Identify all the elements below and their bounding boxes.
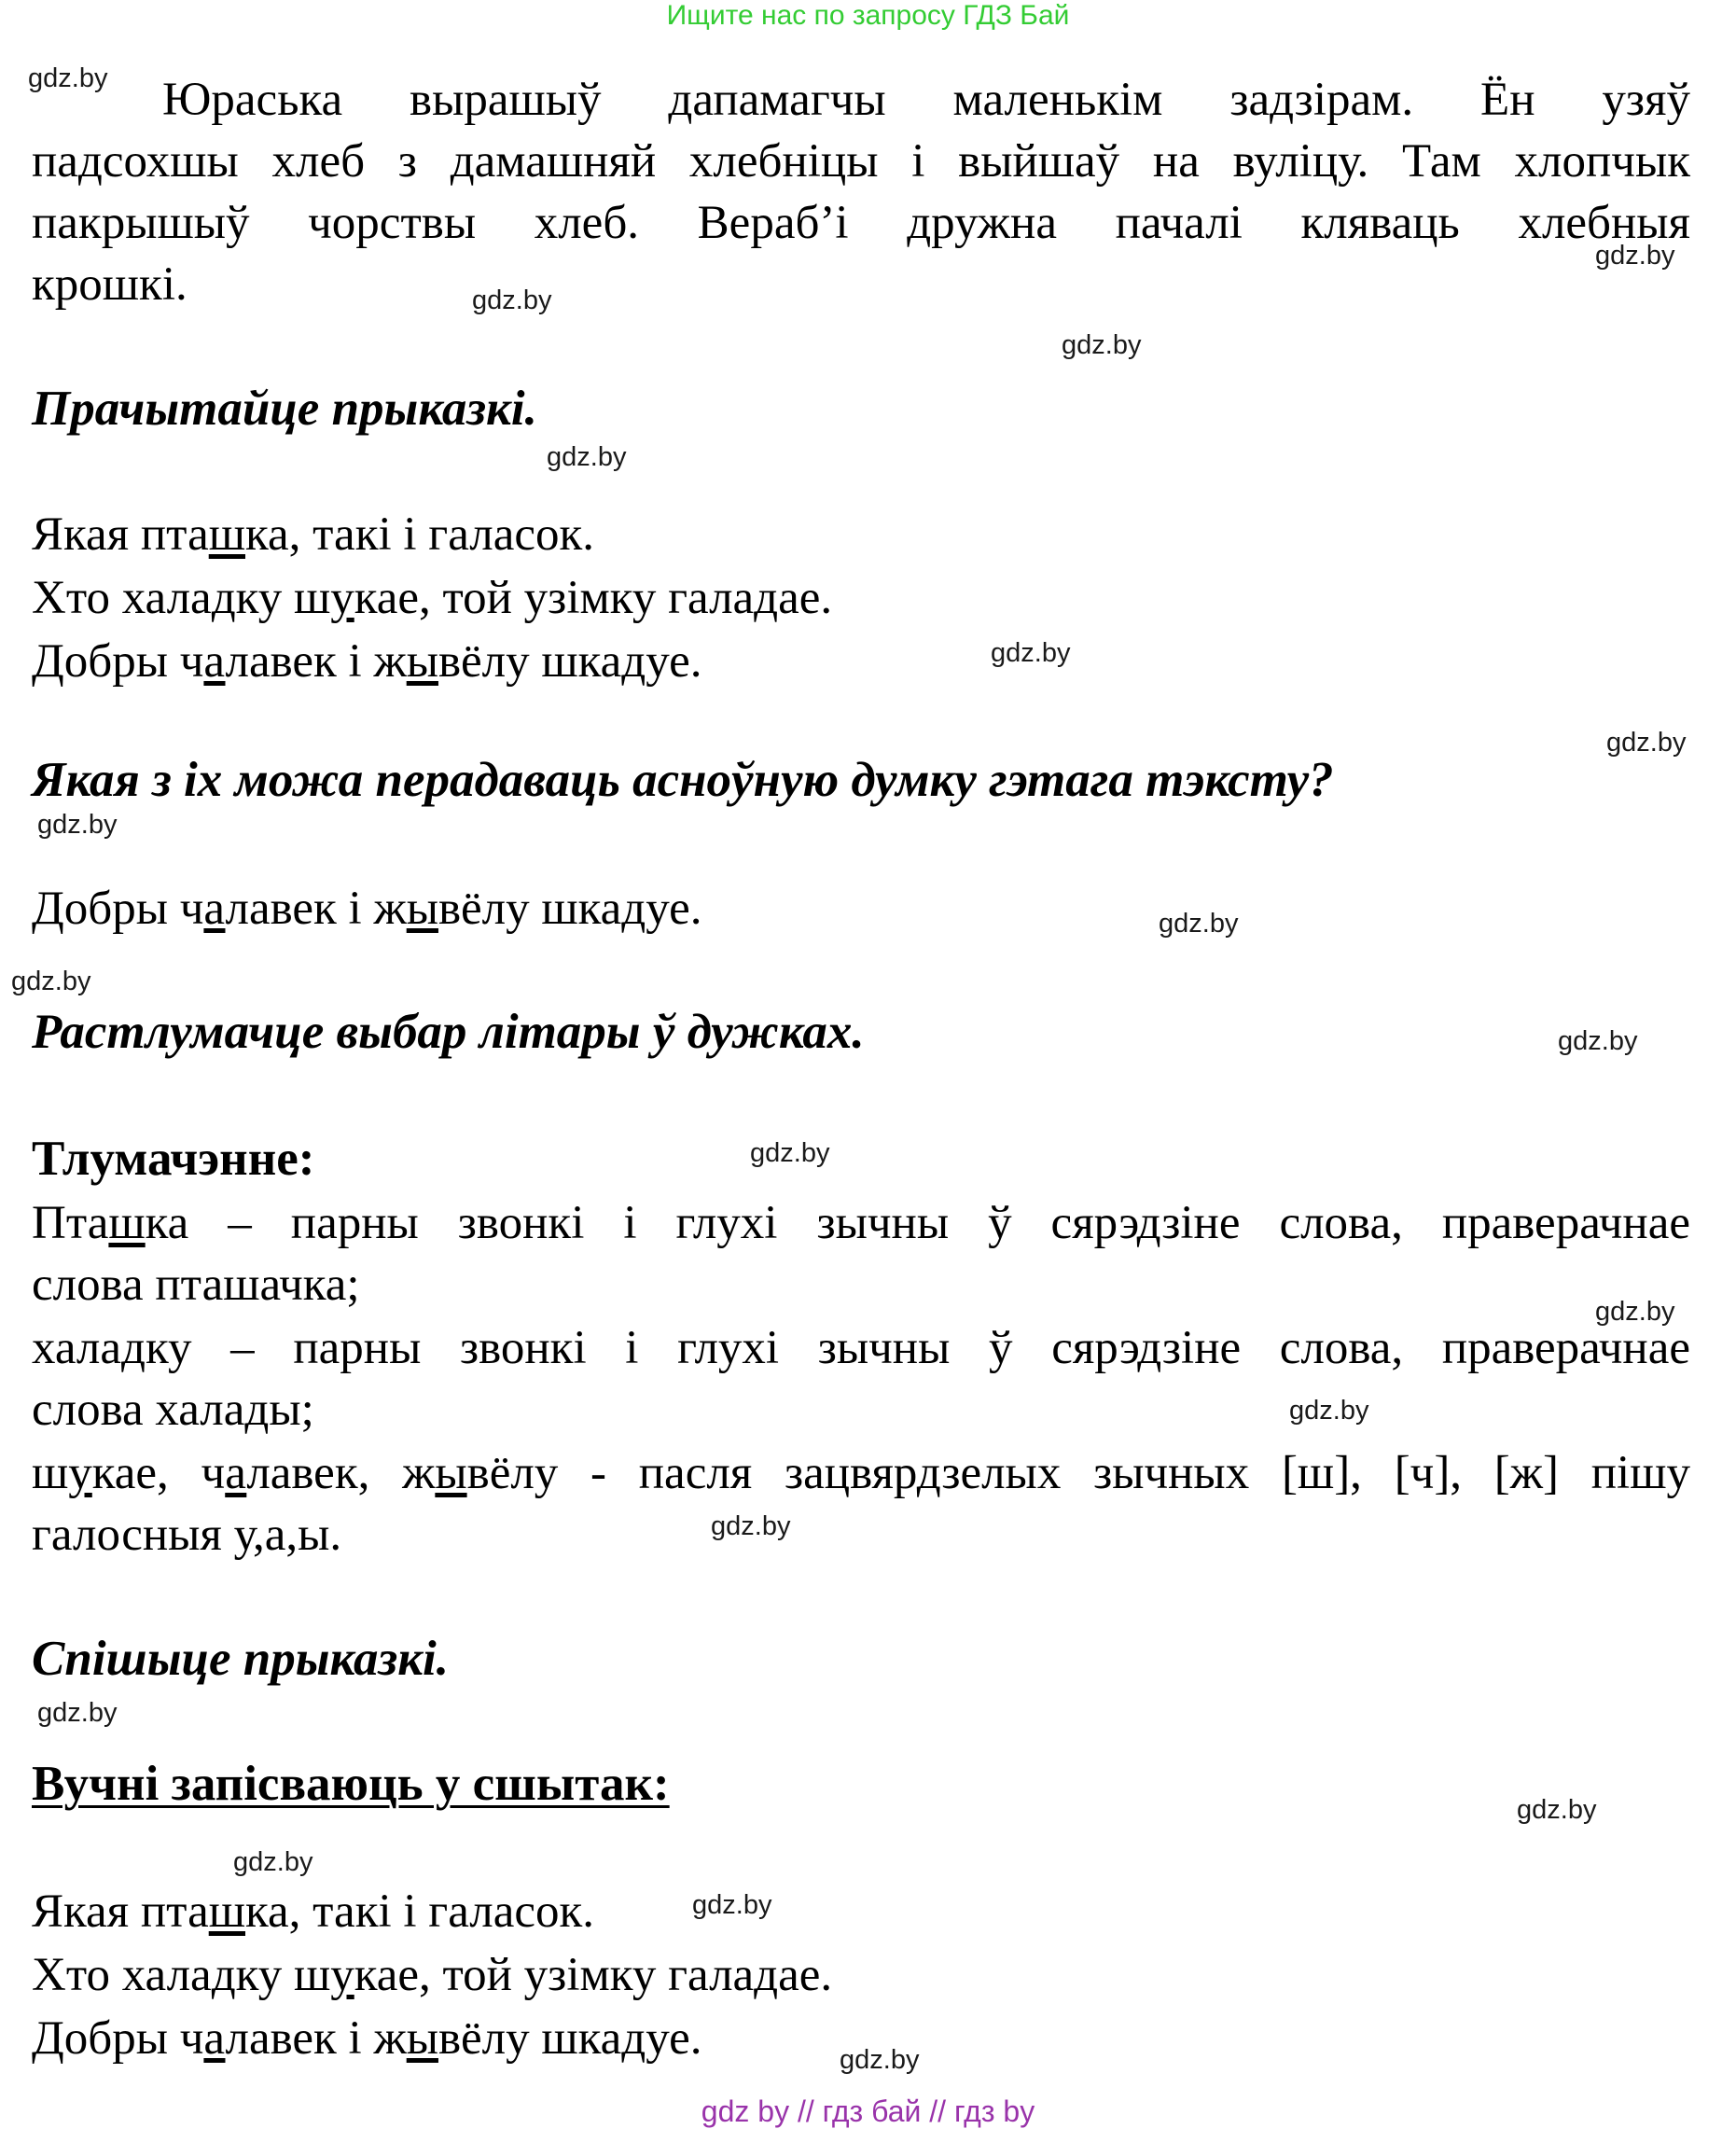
header-banner: Ищите нас по запросу ГДЗ Бай [666, 0, 1070, 31]
watermark: gdz.by [1289, 1396, 1369, 1426]
watermark: gdz.by [750, 1138, 830, 1168]
watermark: gdz.by [37, 1698, 118, 1728]
intro-line-4: крошкі. [32, 258, 187, 311]
watermark: gdz.by [1517, 1795, 1597, 1825]
watermark: gdz.by [1062, 330, 1142, 360]
watermark: gdz.by [28, 63, 108, 93]
intro-line-2: падсохшы хлеб з дамашняй хлебніцы і выйшаў на вуліцу. Там хлопчык [32, 135, 1690, 188]
proverb-2: Хто халадку шукае, той узімку галадае. [32, 572, 833, 624]
proverb-1: Якая пташка, такі і галасок. [32, 508, 595, 561]
section2-answer: Добры чалавек і жывёлу шкадуе. [32, 883, 702, 935]
explanation-line-3: халадку – парны звонкі і глухі зычны ў сярэдзіне слова, праверачнае [32, 1322, 1690, 1374]
intro-line-3: пакрышыў чорствы хлеб. Вераб’і дружна пачалі кляваць хлебныя [32, 197, 1690, 249]
copied-proverb-1: Якая пташка, такі і галасок. [32, 1885, 595, 1938]
watermark: gdz.by [1159, 909, 1239, 939]
explanation-line-1: Пташка – парны звонкі і глухі зычны ў сярэдзіне слова, праверачнае [32, 1197, 1690, 1249]
watermark: gdz.by [1595, 241, 1675, 271]
footer-banner: gdz by // гдз бай // гдз by [701, 2094, 1035, 2128]
section4-title: Спішыце прыказкі. [32, 1632, 450, 1686]
watermark: gdz.by [1606, 728, 1687, 758]
watermark: gdz.by [1595, 1297, 1675, 1327]
explanation-line-2: слова пташачка; [32, 1259, 360, 1311]
notebook-title: Вучні запісваюць у сшытак: [32, 1757, 670, 1811]
section1-title: Прачытайце прыказкі. [32, 382, 537, 436]
watermark: gdz.by [233, 1847, 313, 1877]
watermark: gdz.by [692, 1890, 772, 1920]
watermark: gdz.by [1558, 1026, 1638, 1056]
watermark: gdz.by [11, 967, 91, 996]
section3-title: Растлумачце выбар літары ў дужках. [32, 1005, 865, 1059]
watermark: gdz.by [547, 442, 627, 472]
explanation-line-6: галосныя у,а,ы. [32, 1509, 342, 1561]
explanation-line-5: шукае, чалавек, жывёлу - пасля зацвярдзелых зычных [ш], [ч], [ж] пішу [32, 1447, 1690, 1499]
copied-proverb-3: Добры чалавек і жывёлу шкадуе. [32, 2012, 702, 2065]
watermark: gdz.by [711, 1511, 791, 1541]
watermark: gdz.by [472, 285, 552, 315]
section2-title: Якая з іх можа перадаваць асноўную думку гэтага тэксту? [32, 753, 1334, 807]
watermark: gdz.by [840, 2045, 920, 2075]
copied-proverb-2: Хто халадку шукае, той узімку галадае. [32, 1949, 833, 2001]
intro-line-1: Юраська вырашыў дапамагчы маленькім задзірам. Ён узяў [162, 74, 1690, 126]
watermark: gdz.by [37, 810, 118, 840]
explanation-line-4: слова халады; [32, 1384, 314, 1436]
proverb-3: Добры чалавек і жывёлу шкадуе. [32, 635, 702, 688]
explanation-title: Тлумачэнне: [32, 1132, 315, 1186]
watermark: gdz.by [991, 638, 1071, 668]
